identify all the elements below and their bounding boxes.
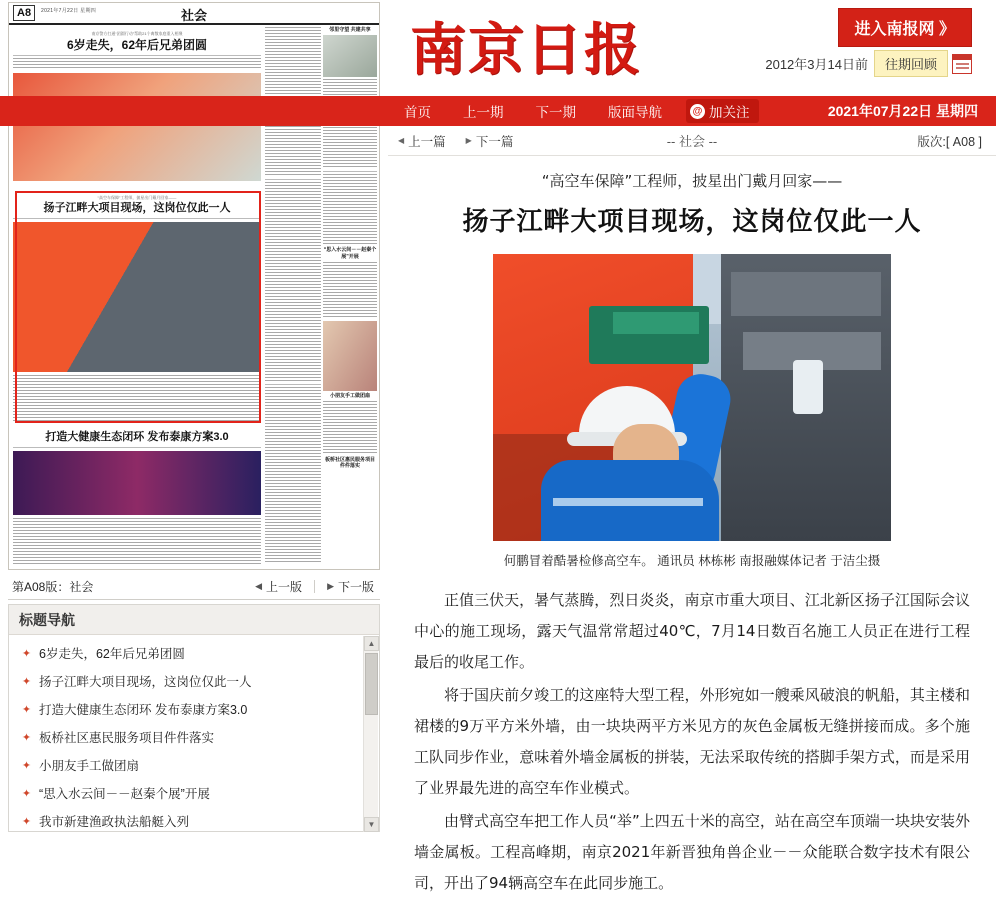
article-photo [493, 254, 891, 541]
photo-machinery-detail [731, 272, 881, 316]
list-item-label: “思入水云间－－赵秦个展”开展 [39, 787, 210, 801]
list-item-label: 扬子江畔大项目现场，这岗位仅此一人 [39, 675, 252, 689]
thumbnail-body-text [13, 375, 261, 421]
thumbnail-article-3-headline: 打造大健康生态闭环 发布泰康方案3.0 [45, 431, 229, 443]
enter-site-button[interactable]: 进入南报网 》 [838, 8, 972, 47]
chevron-left-icon: ◀ [398, 136, 405, 145]
scrollbar-thumb[interactable] [365, 653, 378, 715]
title-navigation-panel [8, 604, 380, 832]
chevron-right-icon: ▶ [465, 136, 472, 145]
thumbnail-article-6-headline: “思入水云间－－赵秦个展”开展 [323, 247, 377, 260]
section-title: -- 社会 -- [666, 134, 718, 149]
title-navigation-list [9, 635, 379, 831]
divider [265, 384, 321, 385]
next-page-link[interactable]: 下一版 [337, 580, 374, 594]
right-panel [388, 0, 996, 907]
red-bar-left-bleed [0, 96, 388, 126]
photo-reflective-stripe [553, 498, 703, 506]
list-item[interactable] [9, 667, 379, 695]
thumbnail-article-1-photo [13, 73, 261, 181]
thumbnail-article-2-headline: 扬子江畔大项目现场，这岗位仅此一人 [43, 202, 231, 215]
date-before-label: 2012年3月14日前 [765, 57, 868, 72]
list-item[interactable] [9, 779, 379, 807]
bullet-icon: ✦ [21, 787, 32, 800]
article-paragraph: 正值三伏天，暑气蒸腾，烈日炎炎，南京市重大项目、江北新区扬子江国际会议中心的施工现场，露天气温常常超过40℃，7月14日数百名施工人员正在进行工程最后的收尾工作。 [414, 591, 970, 671]
page-nav-group [255, 578, 380, 595]
photo-green-panel-inner [613, 312, 699, 334]
next-article-label: 下一篇 [475, 134, 514, 149]
thumbnail-article-3[interactable] [13, 431, 261, 561]
thumbnail-article-2[interactable] [13, 195, 261, 423]
article-headline: 扬子江畔大项目现场，这岗位仅此一人 [462, 207, 922, 237]
divider [323, 171, 377, 172]
article-content [388, 156, 996, 899]
bullet-icon: ✦ [21, 759, 32, 772]
navigation-scrollbar[interactable] [363, 636, 378, 832]
thumbnail-article-1-headline: 6岁走失，62年后兄弟团圆 [66, 38, 208, 53]
weibo-follow-label: 加关注 [709, 105, 750, 120]
list-item[interactable] [9, 723, 379, 751]
nav-home[interactable]: 首页 [404, 105, 431, 120]
scroll-down-arrow-icon[interactable]: ▼ [364, 817, 379, 832]
thumbnail-article-2-photo [13, 222, 261, 372]
list-item[interactable] [9, 807, 379, 831]
current-page-label: 第A08版：社会 [12, 580, 94, 594]
edition-label: 版次:[ A08 ] [917, 134, 982, 149]
nav-next-issue[interactable]: 下一期 [535, 105, 576, 120]
scroll-up-arrow-icon[interactable]: ▲ [364, 636, 379, 651]
thumbnail-article-4-headline: 邻里守望 共建共享 [329, 27, 371, 33]
thumbnail-body-text [13, 518, 261, 566]
weibo-icon: @ [690, 104, 705, 119]
list-item[interactable] [9, 695, 379, 723]
divider [314, 580, 315, 593]
thumbnail-body-text [13, 58, 261, 70]
date-selector [765, 50, 972, 77]
bullet-icon: ✦ [21, 731, 32, 744]
list-item[interactable] [9, 751, 379, 779]
thumbnail-small-photo [323, 35, 377, 77]
prev-article-label: 上一篇 [408, 134, 446, 149]
divider [265, 179, 321, 180]
masthead [388, 0, 996, 96]
list-item[interactable] [9, 639, 379, 667]
photo-bottle [793, 360, 823, 414]
weibo-follow-button[interactable] [686, 99, 759, 123]
thumbnail-body-text [323, 401, 377, 455]
newspaper-page-thumbnail[interactable] [8, 2, 380, 570]
bullet-icon: ✦ [21, 703, 32, 716]
article-paragraph: 由臂式高空车把工作人员“举”上四五十米的高空，站在高空车顶端一块块安装外墙金属板。工程高峰期，南京2021年新晋独角兽企业－－众能联合数字技术有限公司，开出了94辆高空车在此同步施工。 [414, 812, 970, 892]
thumbnail-section-label: 社会 [180, 8, 207, 23]
thumbnail-body-text [323, 262, 377, 318]
thumbnail-body-text [323, 174, 377, 244]
nav-page-directory[interactable]: 版面导航 [608, 105, 662, 120]
page-toolbar [8, 574, 380, 600]
thumbnail-body-text [265, 387, 321, 563]
title-navigation-header: 标题导航 [9, 605, 379, 635]
thumbnail-article-7-headline: 板桥社区惠民服务项目件件落实 [324, 457, 375, 470]
thumbnail-article-3-photo [13, 451, 261, 515]
main-navigation-bar [388, 96, 996, 126]
list-item-label: 打造大健康生态闭环 发布泰康方案3.0 [39, 703, 248, 717]
chevron-right-icon: ▶ [327, 581, 334, 591]
thumbnail-body-text [265, 182, 321, 382]
thumbnail-article-1-sub: 南京警方打通“团圆行动”帮助21个离散家庭重入相聚 [91, 31, 183, 36]
thumbnail-article-2-sub: “高空车保障”工程师，披星出门戴月回家—— [97, 195, 177, 200]
left-panel [0, 0, 388, 907]
article-paragraph: 将于国庆前夕竣工的这座特大型工程，外形宛如一艘乘风破浪的帆船，其主楼和裙楼的9万平方米外墙，由一块块两平方米见方的灰色金属板无缝拼接而成。多个施工队同步作业，意味着外墙金属板的拼装，无法采取传统的搭脚手架方式，而是采用了业界最先进的高空车作业模式。 [414, 686, 970, 797]
divider [13, 447, 261, 448]
issue-date: 2021年07月22日 星期四 [827, 103, 978, 119]
bullet-icon: ✦ [21, 815, 32, 828]
bullet-icon: ✦ [21, 647, 32, 660]
bullet-icon: ✦ [21, 675, 32, 688]
photo-caption: 何鹏冒着酷暑检修高空车。 通讯员 林栋彬 南报融媒体记者 于洁尘摄 [503, 554, 881, 568]
chevron-left-icon: ◀ [255, 581, 263, 591]
list-item-label: 我市新建渔政执法船艇入列 [39, 815, 190, 829]
newspaper-logo: 南京日报 [410, 17, 642, 83]
thumbnail-page-label: A8 [13, 5, 35, 21]
thumbnail-header [9, 3, 379, 25]
list-item-label: 小朋友手工做团扇 [39, 759, 140, 773]
thumbnail-small-photo [323, 321, 377, 391]
thumbnail-article-5-headline: 小朋友手工做团扇 [329, 392, 370, 399]
article-shoulder-title: “高空车保障”工程师，披星出门戴月回家—— [541, 172, 843, 190]
divider [13, 218, 261, 219]
article-navigation-bar [388, 126, 996, 156]
thumbnail-page-date: 2021年7月22日 星期四 [41, 8, 97, 14]
list-item-label: 板桥社区惠民服务项目件件落实 [39, 731, 215, 745]
prev-page-link[interactable]: 上一版 [266, 580, 303, 594]
calendar-icon[interactable] [952, 54, 972, 74]
divider [13, 55, 261, 56]
list-item-label: 6岁走失，62年后兄弟团圆 [39, 647, 185, 661]
past-issues-button[interactable]: 往期回顾 [874, 50, 948, 77]
nav-prev-issue[interactable]: 上一期 [463, 105, 504, 120]
